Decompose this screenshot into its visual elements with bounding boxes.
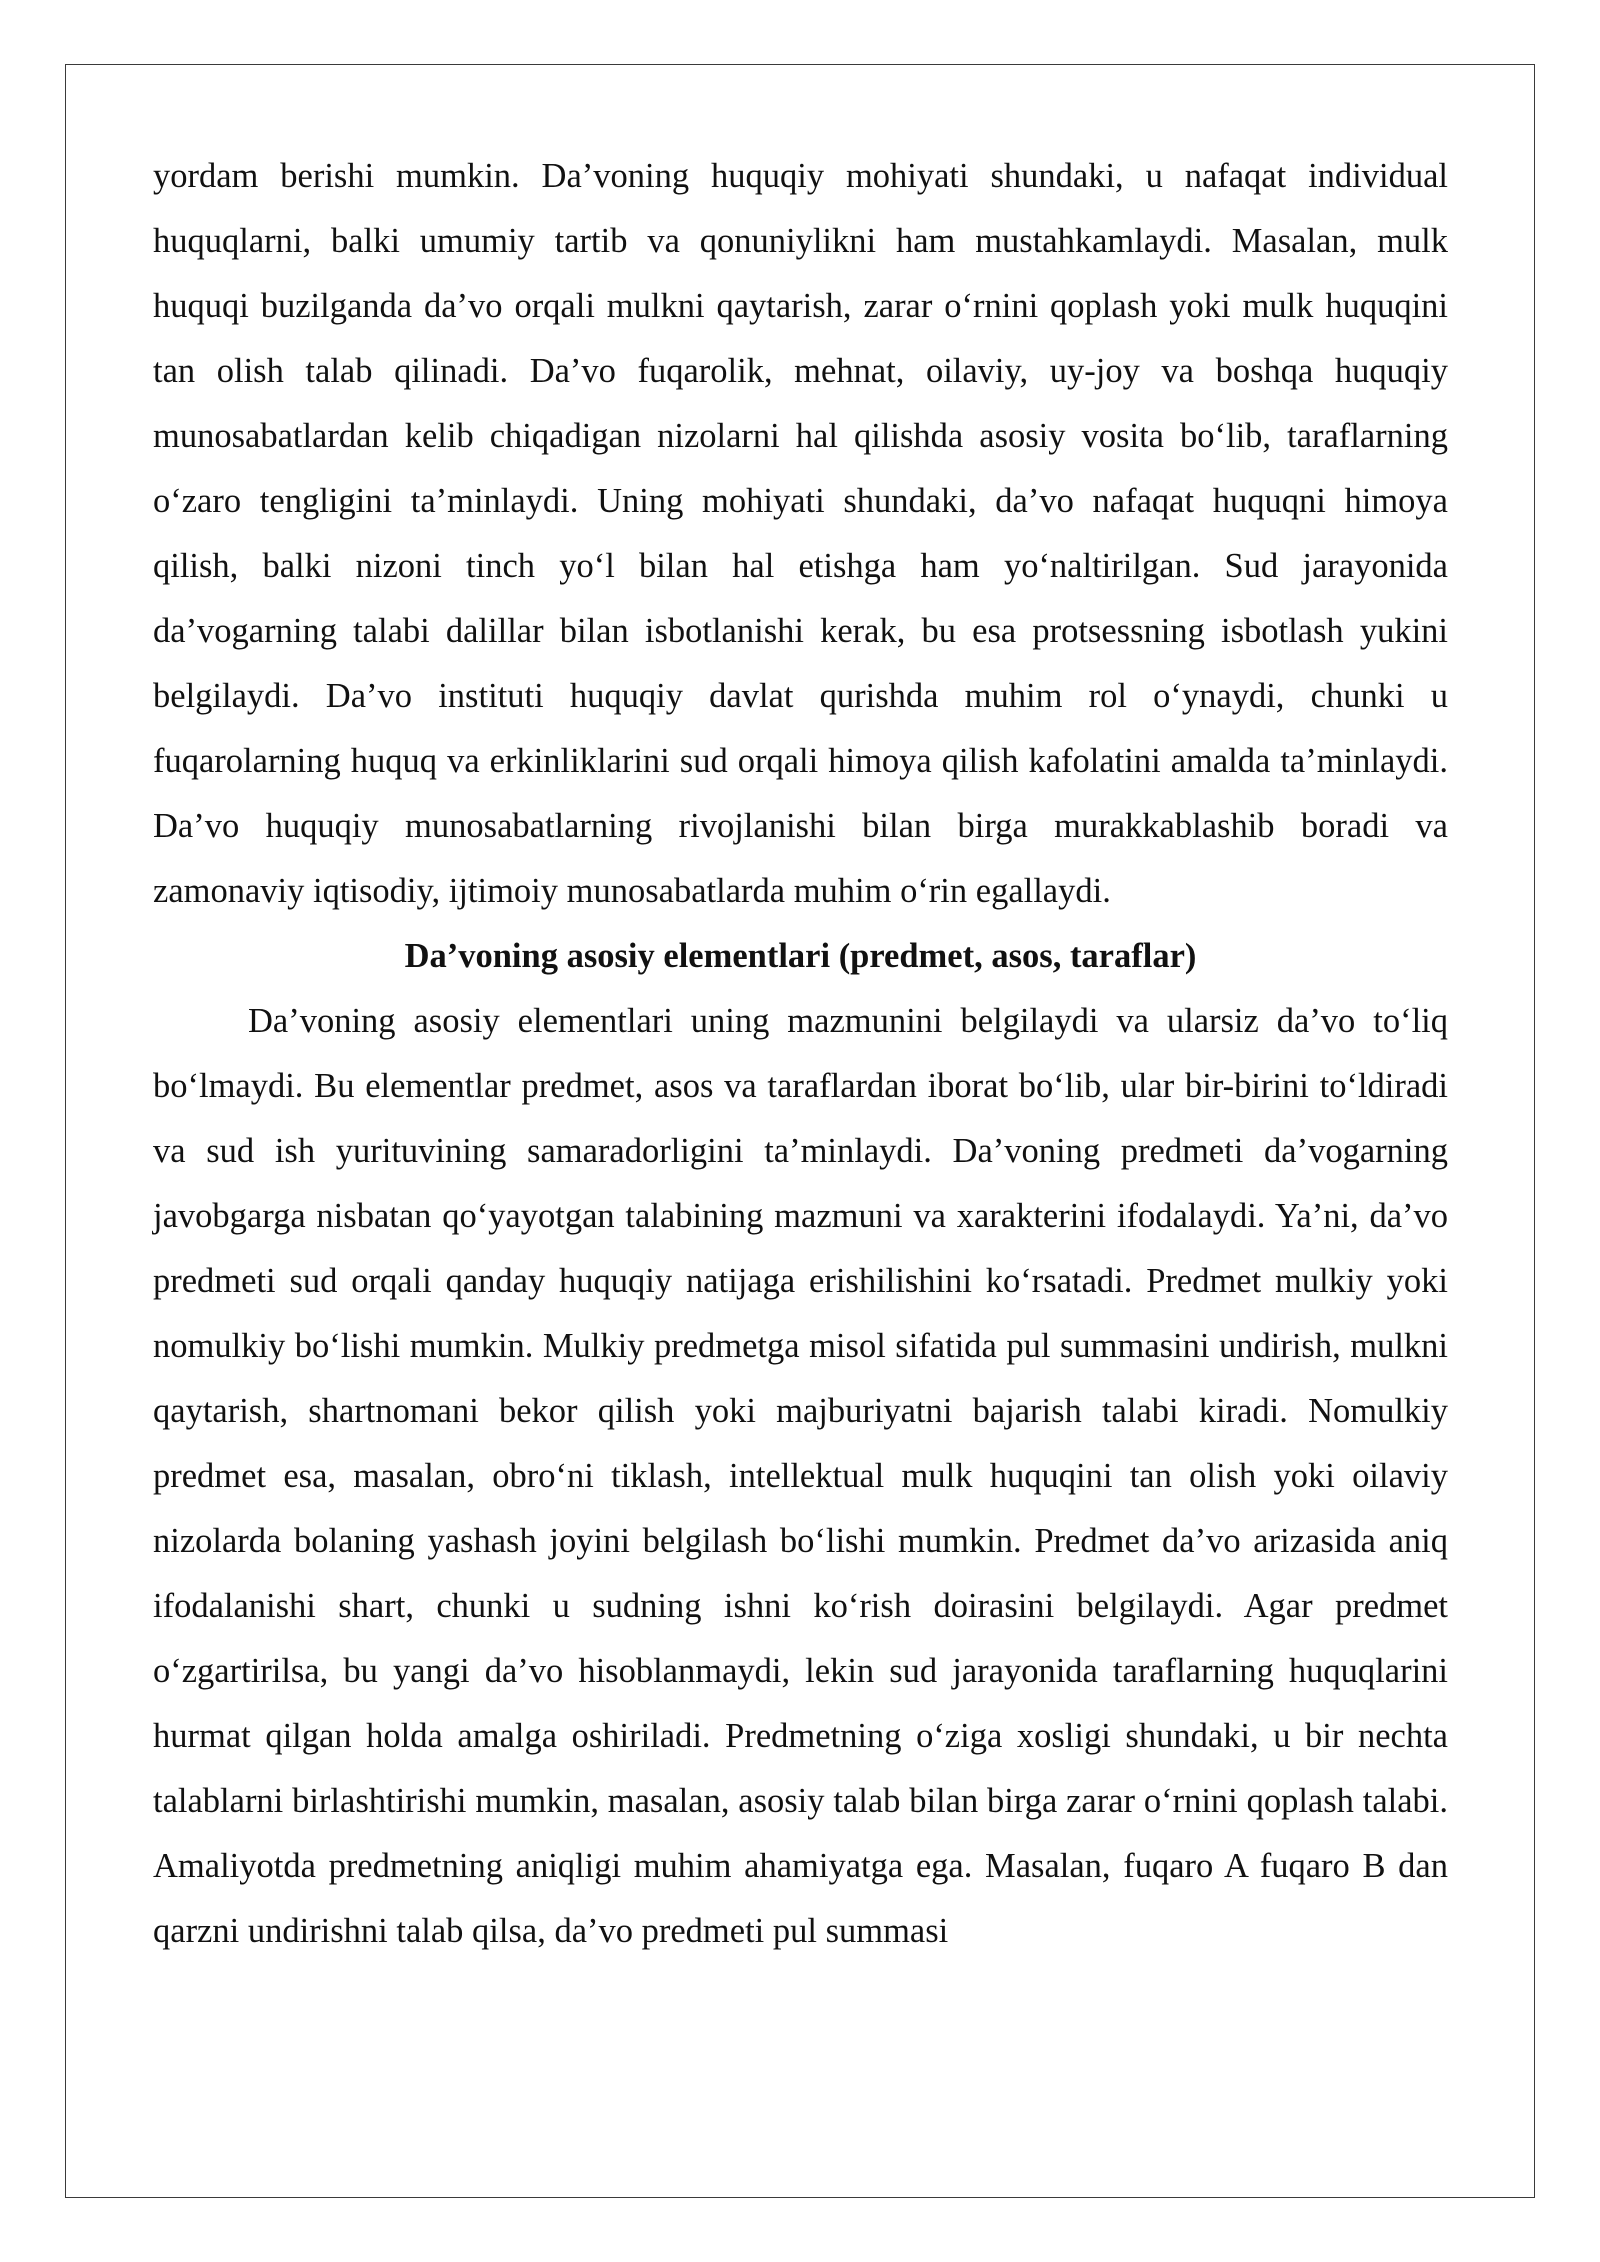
- paragraph-elements: Da’voning asosiy elementlari uning mazmunini belgilaydi va ularsiz da’vo to‘liq bo‘lmaydi. Bu elementlar predmet, asos va taraflardan iborat bo‘lib, ular bir-birini to‘ldiradi va sud ish yurituvining samaradorligini ta’minlaydi. Da’voning predmeti da’vogarning javobgarga nisbatan qo‘yayotgan talabining mazmuni va xarakterini ifodalaydi. Ya’ni, da’vo predmeti sud orqali qanday huquqiy natijaga erishilishini ko‘rsatadi. Predmet mulkiy yoki nomulkiy bo‘lishi mumkin. Mulkiy predmetga misol sifatida pul summasini undirish, mulkni qaytarish, shartnomani bekor qilish yoki majburiyatni bajarish talabi kiradi. Nomulkiy predmet esa, masalan, obro‘ni tiklash, intellektual mulk huquqini tan olish yoki oilaviy nizolarda bolaning yashash joyini belgilash bo‘lishi mumkin. Predmet da’vo arizasida aniq ifodalanishi shart, chunki u sudning ishni ko‘rish doirasini belgilaydi. Agar predmet o‘zgartirilsa, bu yangi da’vo hisoblanmaydi, lekin sud jarayonida taraflarning huquqlarini hurmat qilgan holda amalga oshiriladi. Predmetning o‘ziga xosligi shundaki, u bir nechta talablarni birlashtirishi mumkin, masalan, asosiy talab bilan birga zarar o‘rnini qoplash talabi. Amaliyotda predmetning aniqligi muhim ahamiyatga ega. Masalan, fuqaro A fuqaro B dan qarzni undirishni talab qilsa, da’vo predmeti pul summasi: [153, 1002, 1448, 1950]
- paragraph-continuation: yordam berishi mumkin. Da’voning huquqiy mohiyati shundaki, u nafaqat individual huquqlarni, balki umumiy tartib va qonuniylikni ham mustahkamlaydi. Masalan, mulk huquqi buzilganda da’vo orqali mulkni qaytarish, zarar o‘rnini qoplash yoki mulk huquqini tan olish talab qilinadi. Da’vo fuqarolik, mehnat, oilaviy, uy-joy va boshqa huquqiy munosabatlardan kelib chiqadigan nizolarni hal qilishda asosiy vosita bo‘lib, taraflarning o‘zaro tengligini ta’minlaydi. Uning mohiyati shundaki, da’vo nafaqat huquqni himoya qilish, balki nizoni tinch yo‘l bilan hal etishga ham yo‘naltirilgan. Sud jarayonida da’vogarning talabi dalillar bilan isbotlanishi kerak, bu esa protsessning isbotlash yukini belgilaydi. Da’vo instituti huquqiy davlat qurishda muhim rol o‘ynaydi, chunki u fuqarolarning huquq va erkinliklarini sud orqali himoya qilish kafolatini amalda ta’minlaydi. Da’vo huquqiy munosabatlarning rivojlanishi bilan birga murakkablashib boradi va zamonaviy iqtisodiy, ijtimoiy munosabatlarda muhim o‘rin egallaydi.: [153, 157, 1448, 910]
- section-heading: Da’voning asosiy elementlari (predmet, asos, taraflar): [404, 937, 1197, 975]
- document-body: [153, 144, 1448, 1964]
